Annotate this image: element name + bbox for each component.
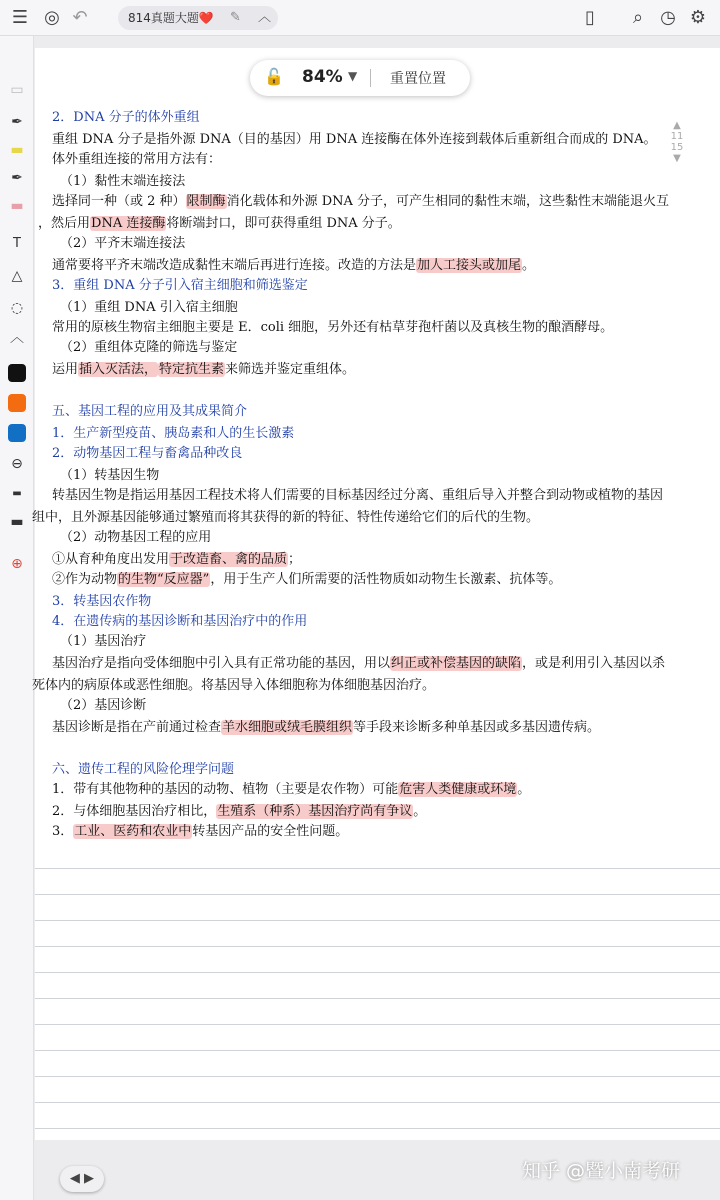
document-tab[interactable] <box>118 6 278 30</box>
reading-mode-icon[interactable]: ◎ <box>44 7 60 28</box>
highlight-mark: 插入灭活法， <box>79 362 158 377</box>
highlight-mark: 特定抗生素 <box>159 362 225 377</box>
highlighter-tool-icon[interactable]: ▬ <box>10 142 24 158</box>
add-tool-icon[interactable]: ⊕ <box>11 556 23 572</box>
highlight-mark: 工业、医药和农业中 <box>74 824 192 839</box>
thick-stroke-icon[interactable]: ▬ <box>10 514 24 530</box>
text-tool-icon[interactable]: T <box>13 236 21 251</box>
highlight-mark: 限制酶 <box>186 194 226 209</box>
top-toolbar <box>0 0 720 36</box>
section-heading: 3．重组 DNA 分子引入宿主细胞和筛选鉴定 <box>52 278 308 293</box>
reset-position-button[interactable]: 重置位置 <box>390 71 446 87</box>
orange-color-swatch[interactable] <box>8 394 26 412</box>
page-thumbnail-icon[interactable]: ▭ <box>10 82 24 98</box>
collapse-chevron-icon[interactable]: ︿ <box>10 330 24 346</box>
paragraph: 常用的原核生物宿主细胞主要是 E．coli 细胞，另外还有枯草芽孢杆菌以及真核生物的酿酒酵母。 <box>52 320 614 335</box>
paragraph: 转基因生物是指运用基因工程技术将人们需要的目标基因经过分离、重组后导入并整合到动物或植物的基因 <box>52 488 664 503</box>
sub-heading: （2）平齐末端连接法 <box>60 236 186 251</box>
heart-emoji: ❤️ <box>198 11 214 25</box>
page-number-top: 11 <box>670 131 684 142</box>
paragraph: 重组 DNA 分子是指外源 DNA（目的基因）用 DNA 连接酶在体外连接到载体后重新组合而成的 DNA。 <box>52 132 657 147</box>
highlight-mark: DNA 连接酶 <box>91 216 166 231</box>
minus-size-icon[interactable]: ⊖ <box>11 456 23 472</box>
page-number-bottom: 15 <box>670 142 684 153</box>
undo-icon[interactable]: ↶ <box>72 7 88 28</box>
paragraph: ②作为动物的生物“反应器”，用于生产人们所需要的活性物质如动物生长激素、抗体等。 <box>52 572 562 587</box>
ruled-line <box>35 1128 720 1129</box>
pen-tool-2-icon[interactable]: ✒ <box>11 170 23 186</box>
ruled-line <box>35 972 720 973</box>
sub-heading: （1）重组 DNA 引入宿主细胞 <box>60 300 238 315</box>
lock-icon[interactable]: 🔓 <box>264 67 284 86</box>
paragraph: 选择同一种（或 2 种）限制酶消化载体和外源 DNA 分子，可产生相同的黏性末端，这些黏性末端能退火互 <box>52 194 670 209</box>
sub-heading: （1）黏性末端连接法 <box>60 174 186 189</box>
section-heading: 2．动物基因工程与畜禽品种改良 <box>52 446 243 461</box>
menu-icon[interactable]: ☰ <box>11 7 29 28</box>
ruled-line <box>35 1024 720 1025</box>
left-tool-palette <box>0 36 34 1200</box>
page-view-icon[interactable]: ▯ <box>585 7 595 28</box>
paragraph: 基因诊断是指在产前通过检查羊水细胞或绒毛膜组织等手段来诊断多种单基因或多基因遗传病。 <box>52 720 601 735</box>
highlight-mark: 羊水细胞或绒毛膜组织 <box>222 720 353 735</box>
paragraph: ，然后用DNA 连接酶将断端封口，即可获得重组 DNA 分子。 <box>38 216 401 231</box>
section-heading: 五、基因工程的应用及其成果简介 <box>52 404 248 419</box>
highlight-mark: 加人工接头或加尾 <box>417 258 522 273</box>
paragraph: 基因治疗是指向受体细胞中引入具有正常功能的基因，用以纠正或补偿基因的缺陷，或是利用引入基因以杀 <box>52 656 666 671</box>
paragraph: 3．工业、医药和农业中转基因产品的安全性问题。 <box>52 824 349 839</box>
page-nav-arrows[interactable]: ◀ ▶ <box>60 1166 104 1192</box>
highlight-mark: 的生物“反应器” <box>118 572 210 587</box>
scroll-up-icon: ▲ <box>673 120 681 131</box>
ruled-line <box>35 1102 720 1103</box>
ruled-line <box>35 868 720 869</box>
ruled-line <box>35 946 720 947</box>
highlight-mark: 危害人类健康或环境 <box>399 782 517 797</box>
section-heading: 3．转基因农作物 <box>52 594 152 609</box>
highlight-mark: 于改造畜、禽的品质 <box>170 552 288 567</box>
zoom-control[interactable] <box>250 60 470 96</box>
zoom-divider <box>370 69 371 87</box>
ruled-line <box>35 920 720 921</box>
lasso-tool-icon[interactable]: ◌ <box>10 300 24 316</box>
paragraph: 2．与体细胞基因治疗相比，生殖系（种系）基因治疗尚有争议。 <box>52 804 427 819</box>
highlight-mark: 纠正或补偿基因的缺陷 <box>391 656 522 671</box>
highlight-mark: 生殖系（种系）基因治疗尚有争议 <box>217 804 413 819</box>
section-heading: 1．生产新型疫苗、胰岛素和人的生长激素 <box>52 426 295 441</box>
ruled-line <box>35 894 720 895</box>
pen-tool-icon[interactable]: ✒ <box>11 114 23 130</box>
ruled-line <box>35 998 720 999</box>
zoom-dropdown-icon[interactable]: ▼ <box>348 69 358 83</box>
sub-heading: （2）动物基因工程的应用 <box>60 530 212 545</box>
page-scroll-indicator[interactable] <box>666 120 688 230</box>
watermark: 知乎 @暨小南考研 <box>522 1160 681 1182</box>
rename-pen-icon[interactable]: ✎ <box>230 10 241 25</box>
eraser-tool-icon[interactable]: ▬ <box>10 198 24 214</box>
paragraph: 通常要将平齐末端改造成黏性末端后再进行连接。改造的方法是加人工接头或加尾。 <box>52 258 536 273</box>
paragraph: 组中，且外源基因能够通过繁殖而将其获得的新的特征、特性传递给它们的后代的生物。 <box>32 510 540 525</box>
paragraph: 死体内的病原体或恶性细胞。将基因导入体细胞称为体细胞基因治疗。 <box>32 678 436 693</box>
sub-heading: （2）重组体克隆的筛选与鉴定 <box>60 340 238 355</box>
black-color-swatch[interactable] <box>8 364 26 382</box>
sub-heading: （1）基因治疗 <box>60 634 147 649</box>
history-clock-icon[interactable]: ◷ <box>660 7 676 28</box>
search-document-icon[interactable]: ⌕ <box>632 7 644 28</box>
paragraph: 体外重组连接的常用方法有： <box>52 152 222 167</box>
section-heading: 4．在遗传病的基因诊断和基因治疗中的作用 <box>52 614 308 629</box>
thin-stroke-icon[interactable]: ▬ <box>12 488 22 499</box>
scroll-down-icon: ▼ <box>673 153 681 164</box>
ruled-line <box>35 1050 720 1051</box>
settings-gear-icon[interactable]: ⚙ <box>689 7 707 28</box>
paragraph: 运用插入灭活法， 特定抗生素来筛选并鉴定重组体。 <box>52 362 356 377</box>
shapes-tool-icon[interactable]: △ <box>11 268 23 284</box>
blue-color-swatch[interactable] <box>8 424 26 442</box>
ruled-line <box>35 1076 720 1077</box>
chevron-up-icon[interactable]: ︿ <box>258 10 272 25</box>
section-heading: 六、遗传工程的风险伦理学问题 <box>52 762 235 777</box>
paragraph: ①从育种角度出发用于改造畜、禽的品质； <box>52 552 302 567</box>
sub-heading: （1）转基因生物 <box>60 468 160 483</box>
section-heading: 2．DNA 分子的体外重组 <box>52 110 200 125</box>
zoom-level[interactable]: 84% <box>302 67 343 87</box>
sub-heading: （2）基因诊断 <box>60 698 147 713</box>
paragraph: 1．带有其他物种的基因的动物、植物（主要是农作物）可能危害人类健康或环境。 <box>52 782 531 797</box>
tab-title: 814真题大题 <box>128 11 199 25</box>
